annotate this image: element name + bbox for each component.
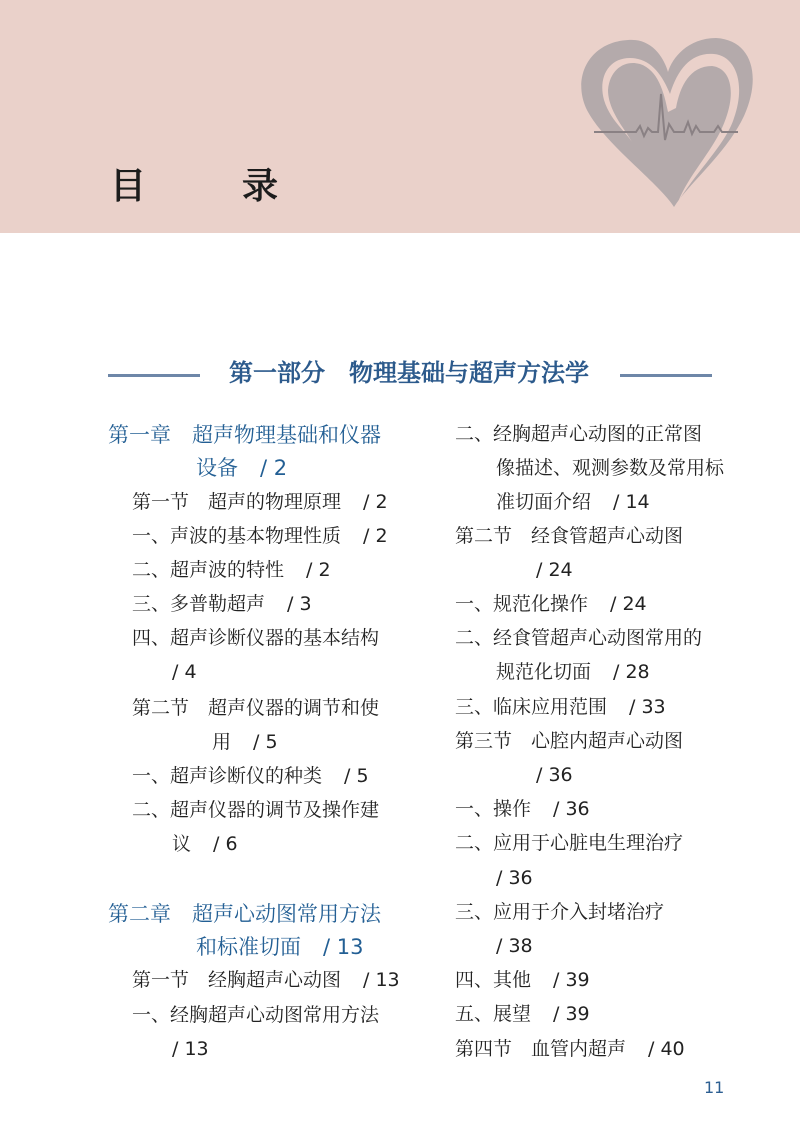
right-rule (620, 374, 712, 377)
toc-entry[interactable] (132, 696, 379, 720)
toc-entry-label: 四、超声诊断仪器的基本结构 (132, 627, 380, 649)
toc-entry-page: / 24 (536, 559, 573, 581)
toc-entry[interactable] (455, 831, 683, 855)
toc-entry-page: / 33 (629, 696, 666, 718)
toc-entry-page: / 28 (613, 661, 650, 683)
toc-entry-label: 第三节 心腔内超声心动图 (455, 730, 684, 752)
toc-entry-label: 议 (172, 833, 192, 855)
toc-entry[interactable] (132, 592, 312, 616)
toc-entry[interactable] (496, 934, 533, 958)
toc-entry[interactable] (132, 968, 400, 992)
toc-entry-label: 和标准切面 (196, 935, 301, 959)
toc-entry[interactable] (132, 1003, 379, 1027)
toc-entry[interactable] (496, 866, 533, 890)
toc-entry-label: 第二节 经食管超声心动图 (455, 525, 684, 547)
toc-entry-page: / 6 (213, 833, 238, 855)
page-title: 目 录 (110, 166, 309, 207)
toc-entry-page: / 39 (553, 1003, 590, 1025)
toc-entry[interactable] (455, 592, 647, 616)
toc-entry-label: 二、经胸超声心动图的正常图 (455, 423, 703, 445)
toc-entry[interactable] (132, 490, 388, 514)
toc-entry-label: 像描述、观测参数及常用标 (496, 457, 725, 479)
toc-entry-label: 一、操作 (455, 798, 532, 820)
toc-entry[interactable] (132, 764, 369, 788)
toc-entry-page: / 13 (363, 969, 400, 991)
toc-entry-label: 第一节 经胸超声心动图 (132, 969, 342, 991)
toc-entry-page: / 36 (536, 764, 573, 786)
left-rule (108, 374, 200, 377)
toc-entry-label: 设备 (196, 456, 238, 480)
toc-entry-label: 三、多普勒超声 (132, 593, 266, 615)
toc-entry-page: / 3 (287, 593, 312, 615)
toc-entry-page: / 13 (323, 935, 364, 959)
toc-entry[interactable] (496, 456, 724, 480)
toc-entry[interactable] (108, 901, 381, 927)
heart-ecg-icon (566, 32, 766, 212)
toc-entry-page: / 2 (306, 559, 331, 581)
toc-entry-label: 二、超声波的特性 (132, 559, 285, 581)
toc-entry-page: / 38 (496, 935, 533, 957)
toc-entry[interactable] (132, 524, 388, 548)
toc-entry-page: / 24 (610, 593, 647, 615)
toc-entry-label: 规范化切面 (496, 661, 592, 683)
toc-entry[interactable] (455, 900, 664, 924)
toc-entry[interactable] (455, 729, 683, 753)
toc-entry[interactable] (172, 832, 238, 856)
toc-entry[interactable] (132, 626, 379, 650)
toc-entry-page: / 2 (363, 491, 388, 513)
toc-entry-page: / 5 (344, 765, 369, 787)
toc-entry[interactable] (455, 626, 702, 650)
toc-entry[interactable] (196, 934, 363, 960)
toc-entry[interactable] (196, 455, 287, 481)
page-number: 11 (704, 1078, 725, 1097)
toc-entry-label: 二、超声仪器的调节及操作建 (132, 799, 380, 821)
toc-entry-label: 二、经食管超声心动图常用的 (455, 627, 703, 649)
toc-entry[interactable] (132, 558, 331, 582)
toc-entry-label: 一、超声诊断仪的种类 (132, 765, 323, 787)
toc-entry[interactable] (212, 730, 278, 754)
toc-entry-page: / 36 (496, 867, 533, 889)
toc-entry-label: 一、规范化操作 (455, 593, 589, 615)
toc-entry-label: 准切面介绍 (496, 491, 592, 513)
toc-entry-label: 四、其他 (455, 969, 532, 991)
toc-entry-label: 五、展望 (455, 1003, 532, 1025)
toc-entry-label: 第一章 超声物理基础和仪器 (108, 423, 381, 447)
toc-entry[interactable] (172, 660, 197, 684)
toc-entry[interactable] (455, 1037, 685, 1061)
toc-entry[interactable] (536, 763, 573, 787)
part-heading (0, 355, 800, 391)
toc-entry-page: / 14 (613, 491, 650, 513)
toc-entry[interactable] (172, 1037, 209, 1061)
toc-entry-label: 用 (212, 731, 232, 753)
toc-entry-page: / 2 (260, 456, 288, 480)
toc-entry[interactable] (455, 524, 683, 548)
toc-entry[interactable] (108, 422, 381, 448)
toc-entry-label: 二、应用于心脏电生理治疗 (455, 832, 684, 854)
toc-entry[interactable] (536, 558, 573, 582)
toc-entry-page: / 2 (363, 525, 388, 547)
toc-entry[interactable] (132, 798, 379, 822)
toc-entry-page: / 4 (172, 661, 197, 683)
toc-entry-label: 第四节 血管内超声 (455, 1038, 627, 1060)
toc-entry[interactable] (455, 695, 666, 719)
toc-entry[interactable] (496, 660, 650, 684)
toc-entry-label: 第二节 超声仪器的调节和使 (132, 697, 380, 719)
part-title: 第一部分 物理基础与超声方法学 (229, 358, 589, 387)
toc-entry-label: 第二章 超声心动图常用方法 (108, 902, 381, 926)
toc-entry-label: 三、应用于介入封堵治疗 (455, 901, 665, 923)
toc-entry-label: 一、声波的基本物理性质 (132, 525, 342, 547)
toc-entry-page: / 40 (648, 1038, 685, 1060)
toc-entry-page: / 36 (553, 798, 590, 820)
toc-entry-page: / 5 (253, 731, 278, 753)
toc-entry-page: / 13 (172, 1038, 209, 1060)
toc-entry-label: 第一节 超声的物理原理 (132, 491, 342, 513)
toc-entry[interactable] (496, 490, 650, 514)
toc-entry[interactable] (455, 797, 590, 821)
toc-entry-label: 三、临床应用范围 (455, 696, 608, 718)
toc-entry-label: 一、经胸超声心动图常用方法 (132, 1004, 380, 1026)
toc-entry-page: / 39 (553, 969, 590, 991)
toc-entry[interactable] (455, 968, 590, 992)
toc-entry[interactable] (455, 1002, 590, 1026)
toc-entry[interactable] (455, 422, 702, 446)
